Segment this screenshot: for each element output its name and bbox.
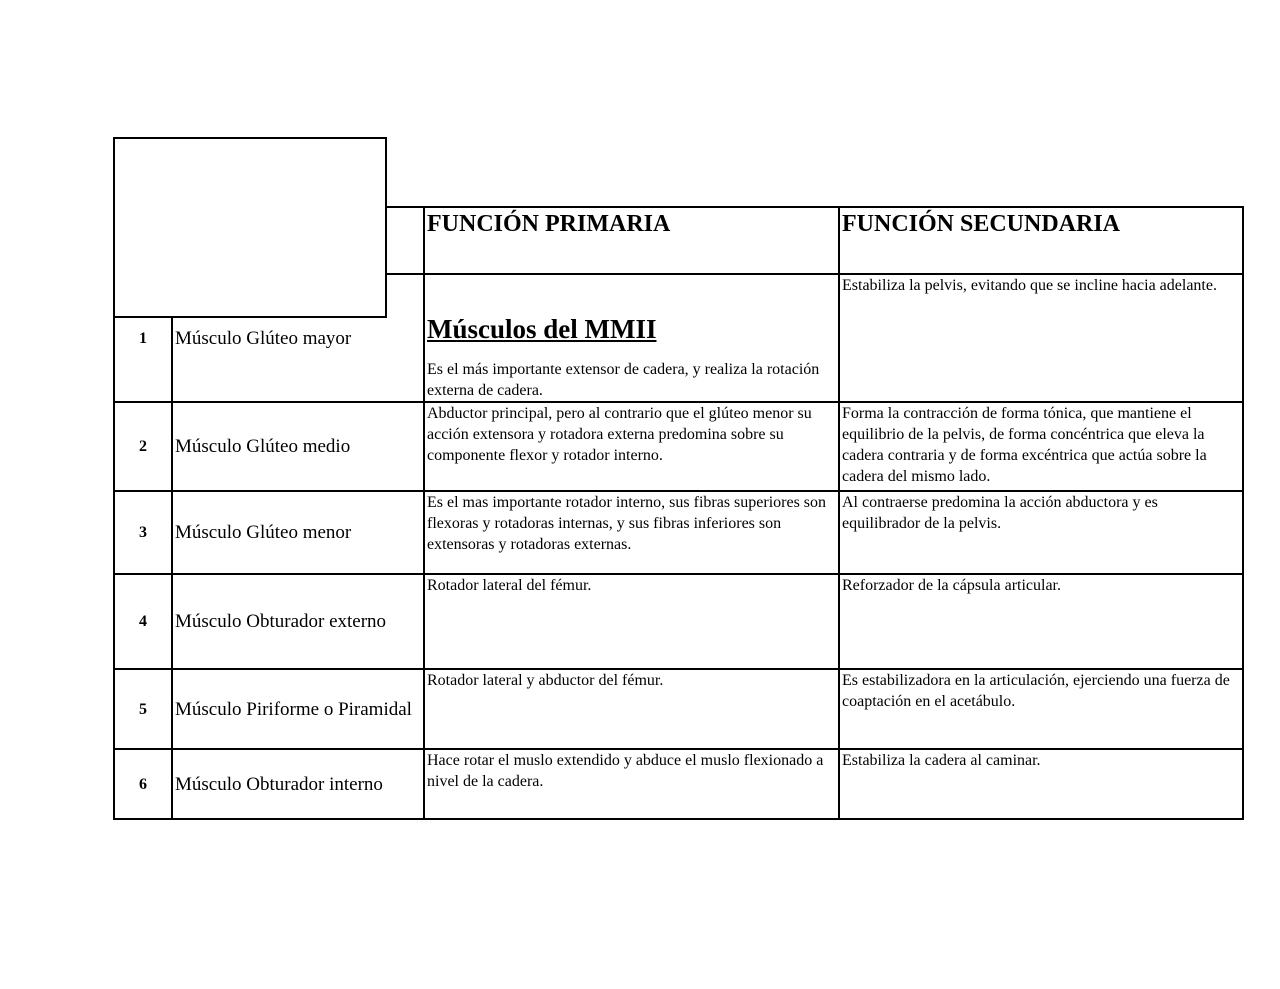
primary-function-cell: Abductor principal, pero al contrario que el glúteo menor su acción extensora y rotadora externa predomina sobre su componente flexor y rotador interno. bbox=[424, 402, 839, 491]
table-row bbox=[114, 669, 1243, 749]
muscle-name: Músculo Glúteo menor bbox=[172, 491, 424, 574]
primary-function-cell: Es el mas importante rotador interno, sus fibras superiores son flexoras y rotadoras internas, y sus fibras inferiores son extensoras y rotadoras externas. bbox=[424, 491, 839, 574]
table-row bbox=[114, 749, 1243, 819]
secondary-function-cell: Reforzador de la cápsula articular. bbox=[839, 574, 1243, 669]
muscle-name: Músculo Glúteo medio bbox=[172, 402, 424, 491]
secondary-function-cell: Estabiliza la pelvis, evitando que se incline hacia adelante. bbox=[839, 274, 1243, 402]
primary-function-cell: Rotador lateral y abductor del fémur. bbox=[424, 669, 839, 749]
primary-function-cell: Hace rotar el muslo extendido y abduce el muslo flexionado a nivel de la cadera. bbox=[424, 749, 839, 819]
header-secondary-function: FUNCIÓN SECUNDARIA bbox=[839, 207, 1243, 274]
table-row bbox=[114, 491, 1243, 574]
secondary-function-cell: Forma la contracción de forma tónica, que mantiene el equilibrio de la pelvis, de forma concéntrica que eleva la cadera contraria y de forma excéntrica que actúa sobre la cadera del mismo lado. bbox=[839, 402, 1243, 491]
row-number: 6 bbox=[114, 749, 172, 819]
secondary-function-cell: Al contraerse predomina la acción abductora y es equilibrador de la pelvis. bbox=[839, 491, 1243, 574]
muscle-name: Músculo Piriforme o Piramidal bbox=[172, 669, 424, 749]
primary-function-cell bbox=[424, 274, 839, 402]
row-number: 2 bbox=[114, 402, 172, 491]
row-number: 3 bbox=[114, 491, 172, 574]
muscle-name: Músculo Glúteo mayor bbox=[172, 274, 424, 402]
table-row bbox=[114, 574, 1243, 669]
section-title: Músculos del MMII bbox=[427, 314, 657, 344]
muscle-name: Músculo Obturador externo bbox=[172, 574, 424, 669]
table-row bbox=[114, 402, 1243, 491]
row-number: 4 bbox=[114, 574, 172, 669]
primary-function-text: Es el más importante extensor de cadera, y realiza la rotación externa de cadera. bbox=[427, 361, 820, 399]
muscle-name: Músculo Obturador interno bbox=[172, 749, 424, 819]
secondary-function-cell: Es estabilizadora en la articulación, ejerciendo una fuerza de coaptación en el acetábulo. bbox=[839, 669, 1243, 749]
row-number: 5 bbox=[114, 669, 172, 749]
blank-overlay-box bbox=[113, 137, 387, 318]
primary-function-cell: Rotador lateral del fémur. bbox=[424, 574, 839, 669]
header-primary-function: FUNCIÓN PRIMARIA bbox=[424, 207, 839, 274]
secondary-function-cell: Estabiliza la cadera al caminar. bbox=[839, 749, 1243, 819]
row-number: 1 bbox=[114, 274, 172, 402]
